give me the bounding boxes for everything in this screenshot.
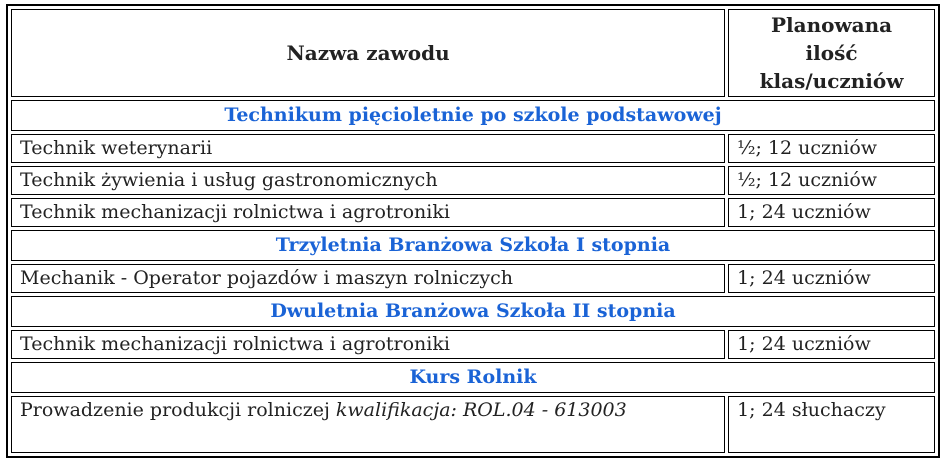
section-row: [11, 296, 935, 327]
header-profession-name: Nazwa zawodu: [11, 9, 725, 97]
profession-name: Technik mechanizacji rolnictwa i agrotroniki: [11, 198, 725, 227]
section-title-branzowa-i: Trzyletnia Branżowa Szkoła I stopnia: [11, 230, 935, 261]
qualification-code: kwalifikacja: ROL.04 - 613003: [335, 399, 627, 421]
planned-count: 1; 24 słuchaczy: [728, 396, 935, 453]
document-table-wrapper: [6, 4, 940, 458]
planned-count: ½; 12 uczniów: [728, 134, 935, 163]
table-header-row: [11, 9, 935, 97]
header-planned-line-1: Planowana: [770, 13, 893, 37]
table-row: [11, 166, 935, 195]
planned-count: 1; 24 uczniów: [728, 198, 935, 227]
section-title-branzowa-ii: Dwuletnia Branżowa Szkoła II stopnia: [11, 296, 935, 327]
profession-name: Technik mechanizacji rolnictwa i agrotroniki: [11, 330, 725, 359]
section-row: [11, 362, 935, 393]
profession-name: Technik żywienia i usług gastronomicznych: [11, 166, 725, 195]
profession-name-text: Prowadzenie produkcji rolniczej: [20, 399, 330, 421]
planned-count: ½; 12 uczniów: [728, 166, 935, 195]
table-row: [11, 134, 935, 163]
profession-name: Technik weterynarii: [11, 134, 725, 163]
planned-count: 1; 24 uczniów: [728, 330, 935, 359]
section-title-technikum: Technikum pięcioletnie po szkole podstawowej: [11, 100, 935, 131]
header-planned-count: [728, 9, 935, 97]
professions-table: [6, 4, 940, 458]
section-row: [11, 230, 935, 261]
planned-count: 1; 24 uczniów: [728, 264, 935, 293]
section-row: [11, 100, 935, 131]
header-planned-line-3: klas/uczniów: [759, 69, 904, 93]
table-row: [11, 198, 935, 227]
table-row: [11, 396, 935, 453]
table-row: [11, 264, 935, 293]
table-row: [11, 330, 935, 359]
profession-name: [11, 396, 725, 453]
header-planned-line-2: ilość: [805, 41, 858, 65]
profession-name: Mechanik - Operator pojazdów i maszyn rolniczych: [11, 264, 725, 293]
section-title-kurs-rolnik: Kurs Rolnik: [11, 362, 935, 393]
